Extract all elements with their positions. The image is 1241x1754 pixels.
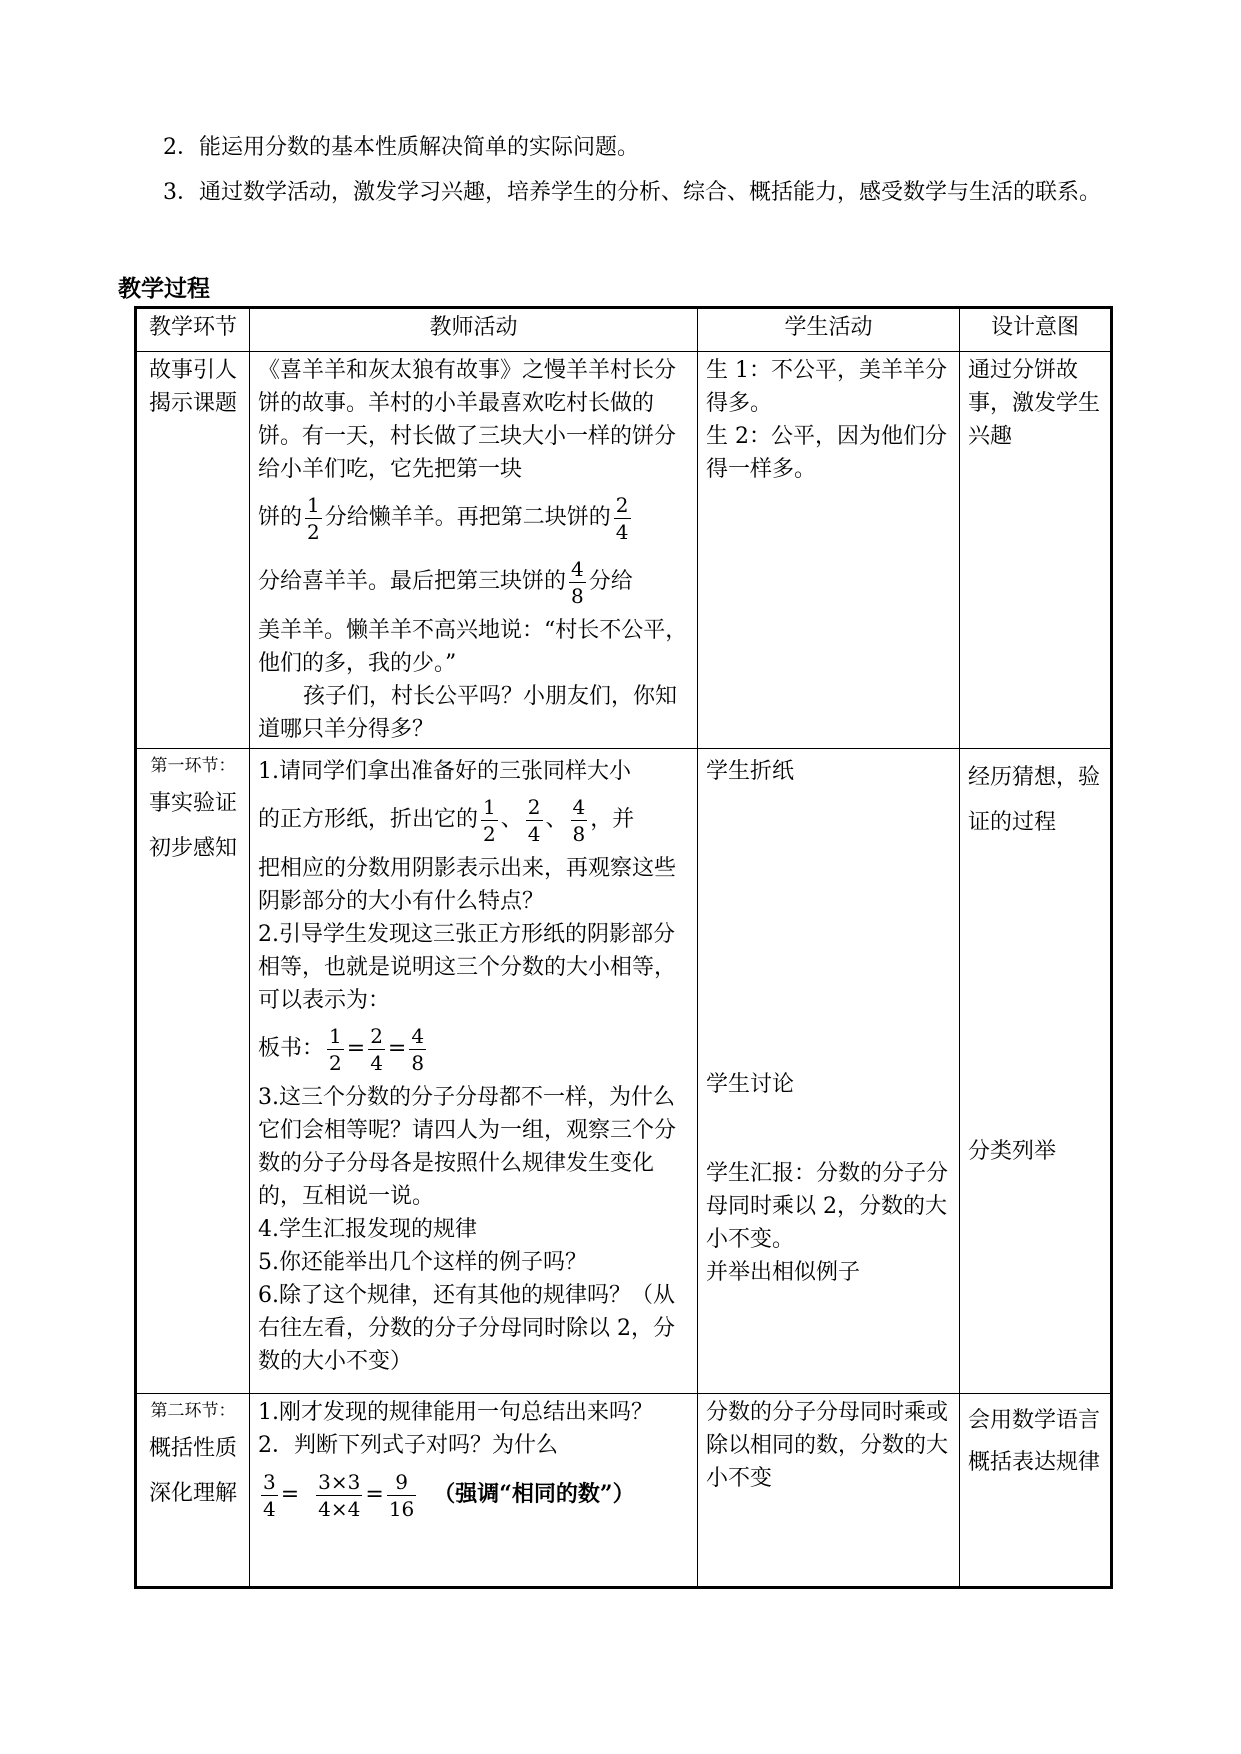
student-activity-cell: [698, 352, 960, 749]
teacher-activity-cell: [250, 749, 698, 1394]
design-text: 分类列举: [968, 1139, 1057, 1164]
stage-title: 故事引人: [148, 358, 237, 383]
teacher-text: 《喜羊羊和灰太狼有故事》之慢羊羊村长分饼的故事。羊村的小羊最喜欢吃村长做的饼。有一天，村长做了三块大小一样的饼分给小羊们吃，它先把第一块: [258, 358, 677, 482]
stage-label: 第二环节：: [150, 1401, 236, 1421]
teacher-activity-cell: [250, 1394, 698, 1588]
teacher-text: 的正方形纸，折出它的 $\frac{1}{2}$ 、 $\frac{2}{4}$ 、 $\frac{4}{8}$ ，并: [258, 794, 635, 846]
stage-title: 揭示课题: [148, 391, 237, 416]
lesson-table: [134, 306, 1113, 1589]
table-row: [136, 1394, 1112, 1588]
fraction-2-4: $\frac{2}{4}$: [615, 492, 629, 544]
stage-title: 概括性质: [148, 1436, 237, 1461]
teacher-text: 3.这三个分数的分子分母都不一样，为什么它们会相等呢？请四人为一组，观察三个分数的分子分母各是按照什么规律发生变化的，互相说一说。: [258, 1085, 677, 1209]
stage-cell: [136, 352, 250, 749]
student-text: 生 1：不公平，美羊羊分得多。: [706, 358, 947, 416]
header-student: 学生活动: [698, 308, 960, 352]
teacher-text: 把相应的分数用阴影表示出来，再观察这些阴影部分的大小有什么特点？: [258, 856, 677, 914]
section-title: 教学过程: [118, 276, 210, 302]
stage-label: 第一环节：: [150, 756, 236, 776]
objective-3: 3．通过数学活动，激发学习兴趣，培养学生的分析、综合、概括能力，感受数学与生活的联系。: [163, 180, 1102, 205]
fraction-9-16: $\frac{9}{16}$: [388, 1469, 415, 1521]
design-intent-cell: [960, 749, 1112, 1394]
header-design: 设计意图: [960, 308, 1112, 352]
fraction-multiply: $\frac{3\times 3}{4\times 4}$: [318, 1469, 361, 1521]
design-text: 通过分饼故事，激发学生兴趣: [968, 358, 1101, 449]
teacher-text: 6.除了这个规律，还有其他的规律吗？（从右往左看，分数的分子分母同时除以 2，分数的大小不变）: [258, 1283, 675, 1374]
stage-title: 深化理解: [148, 1481, 237, 1506]
fraction-2-4: $\frac{2}{4}$: [370, 1023, 383, 1075]
fraction-3-4: $\frac{3}{4}$: [263, 1469, 276, 1521]
stage-title: 初步感知: [148, 836, 237, 861]
teacher-text: 分给喜羊羊。最后把第三块饼的 $\frac{4}{8}$ 分给: [258, 556, 633, 608]
board-writing: 板书： $\frac{1}{2}$ = $\frac{2}{4}$ = $\frac{4}{8}$: [258, 1023, 425, 1075]
fraction-4-8: $\frac{4}{8}$: [572, 794, 586, 846]
design-intent-cell: [960, 1394, 1112, 1588]
fraction-1-2: $\frac{1}{2}$: [307, 492, 320, 544]
fraction-2-4: $\frac{2}{4}$: [527, 794, 541, 846]
design-intent-cell: [960, 352, 1112, 749]
fraction-4-8: $\frac{4}{8}$: [411, 1023, 425, 1075]
student-activity-cell: [698, 1394, 960, 1588]
teacher-text: 饼的 $\frac{1}{2}$ 分给懒羊羊。再把第二块饼的 $\frac{2}{4}$: [258, 492, 629, 544]
student-activity-cell: [698, 749, 960, 1394]
stage-title: 事实验证: [148, 791, 237, 816]
table-header-row: [136, 308, 1112, 352]
design-text: 经历猜想，验证的过程: [968, 765, 1101, 835]
fraction-1-2: $\frac{1}{2}$: [329, 1023, 342, 1075]
teacher-text: 5.你还能举出几个这样的例子吗？: [258, 1250, 587, 1275]
objective-2: 2．能运用分数的基本性质解决简单的实际问题。: [163, 135, 639, 160]
student-text: 生 2：公平，因为他们分得一样多。: [706, 424, 947, 482]
teacher-text: 美羊羊。懒羊羊不高兴地说：“村长不公平，他们的多，我的少。”: [258, 618, 688, 676]
teacher-text: 1.刚才发现的规律能用一句总结出来吗？: [258, 1400, 653, 1425]
table-row: [136, 749, 1112, 1394]
emphasis-note: （强调“相同的数”）: [433, 1481, 635, 1507]
student-text: 分数的分子分母同时乘或除以相同的数，分数的大小不变: [706, 1400, 949, 1491]
fraction-1-2: $\frac{1}{2}$: [483, 794, 496, 846]
header-stage: 教学环节: [136, 308, 250, 352]
stage-cell: [136, 749, 250, 1394]
stage-cell: [136, 1394, 250, 1588]
student-text: 学生汇报：分数的分子分母同时乘以 2，分数的大小不变。: [706, 1161, 949, 1252]
teacher-activity-cell: [250, 352, 698, 749]
equation: $\frac{3}{4}$ = $\frac{3\times 3}{4\times 4}$ = $\frac{9}{16}$ （强调“相同的数”）: [263, 1469, 635, 1521]
design-text: 会用数学语言概括表达规律: [968, 1408, 1101, 1475]
teacher-text: 4.学生汇报发现的规律: [258, 1217, 477, 1242]
fraction-4-8: $\frac{4}{8}$: [571, 556, 584, 608]
table-row: [136, 352, 1112, 749]
teacher-text: 1.请同学们拿出准备好的三张同样大小: [258, 759, 631, 784]
header-teacher: 教师活动: [250, 308, 698, 352]
student-text: 学生讨论: [706, 1072, 795, 1097]
teacher-text: 孩子们，村长公平吗？小朋友们，你知道哪只羊分得多？: [258, 684, 678, 742]
student-text: 学生折纸: [706, 759, 795, 784]
teacher-text: 2.引导学生发现这三张正方形纸的阴影部分相等，也就是说明这三个分数的大小相等，可以表示为：: [258, 922, 677, 1013]
student-text: 并举出相似例子: [706, 1260, 861, 1285]
teacher-text: 2．判断下列式子对吗？为什么: [258, 1433, 558, 1458]
